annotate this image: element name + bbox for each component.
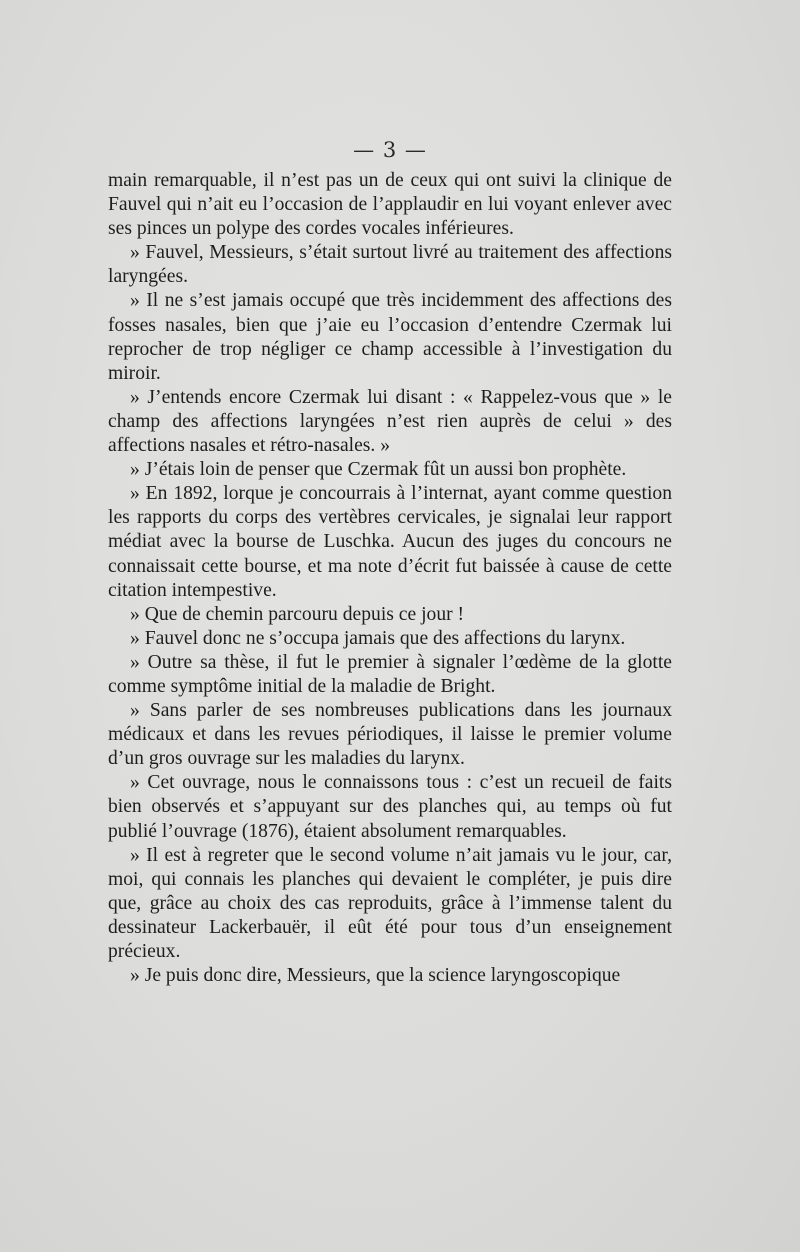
paragraph: » Il ne s’est jamais occupé que très incidemment des affections des fosses nasales, bien que j’aie eu l’occasion d’entendre Czermak lui reprocher de trop négliger ce champ accessible à l’investigation du miroir. [108,290,672,384]
paragraph: » Je puis donc dire, Messieurs, que la science laryngoscopique [130,965,621,987]
paragraph: » J’entends encore Czermak lui disant : « Rappelez-vous que » le champ des affections laryngées n’est rien auprès de celui » des affections nasales et rétro-nasales. » [108,386,672,457]
body-text [108,169,672,988]
paragraph: » J’étais loin de penser que Czermak fût un aussi bon prophète. [130,459,627,481]
paragraph: » Outre sa thèse, il fut le premier à signaler l’œdème de la glotte comme symptôme initial de la maladie de Bright. [108,651,672,697]
paragraph: » En 1892, lorque je concourrais à l’internat, ayant comme question les rapports du corps des vertèbres cervicales, je signalai leur rapport médiat avec la bourse de Luschka. Aucun des juges du concours ne connaissait cette bourse, et ma note d’écrit fut baissée à cause de cette citation intempestive. [108,483,672,601]
paragraph: » Sans parler de ses nombreuses publications dans les journaux médicaux et dans les revues périodiques, il laisse le premier volume d’un gros ouvrage sur les maladies du larynx. [108,700,672,770]
paragraph: » Que de chemin parcouru depuis ce jour ! [130,603,465,625]
paragraph: main remarquable, il n’est pas un de ceux qui ont suivi la clinique de Fauvel qui n’ait eu l’occasion de l’applaudir en lui voyant enlever avec ses pinces un polype des cordes vocales inférieures. [108,170,672,240]
page-number: — 3 — [353,138,427,162]
paragraph: » Fauvel, Messieurs, s’était surtout livré au traitement des affections laryngées. [108,242,672,288]
paragraph: » Fauvel donc ne s’occupa jamais que des affections du larynx. [130,627,626,649]
paragraph: » Il est à regreter que le second volume n’ait jamais vu le jour, car, moi, qui connais les planches qui devaient le compléter, je puis dire que, grâce au choix des cas reproduits, grâce à l’immense talent du dessinateur Lackerbauër, il eût été pour tous d’un enseignement précieux. [108,844,672,962]
paragraph: » Cet ouvrage, nous le connaissons tous : c’est un recueil de faits bien observés et s’appuyant sur des planches qui, au temps où fut publié l’ouvrage (1876), étaient absolument remarquables. [108,772,672,842]
